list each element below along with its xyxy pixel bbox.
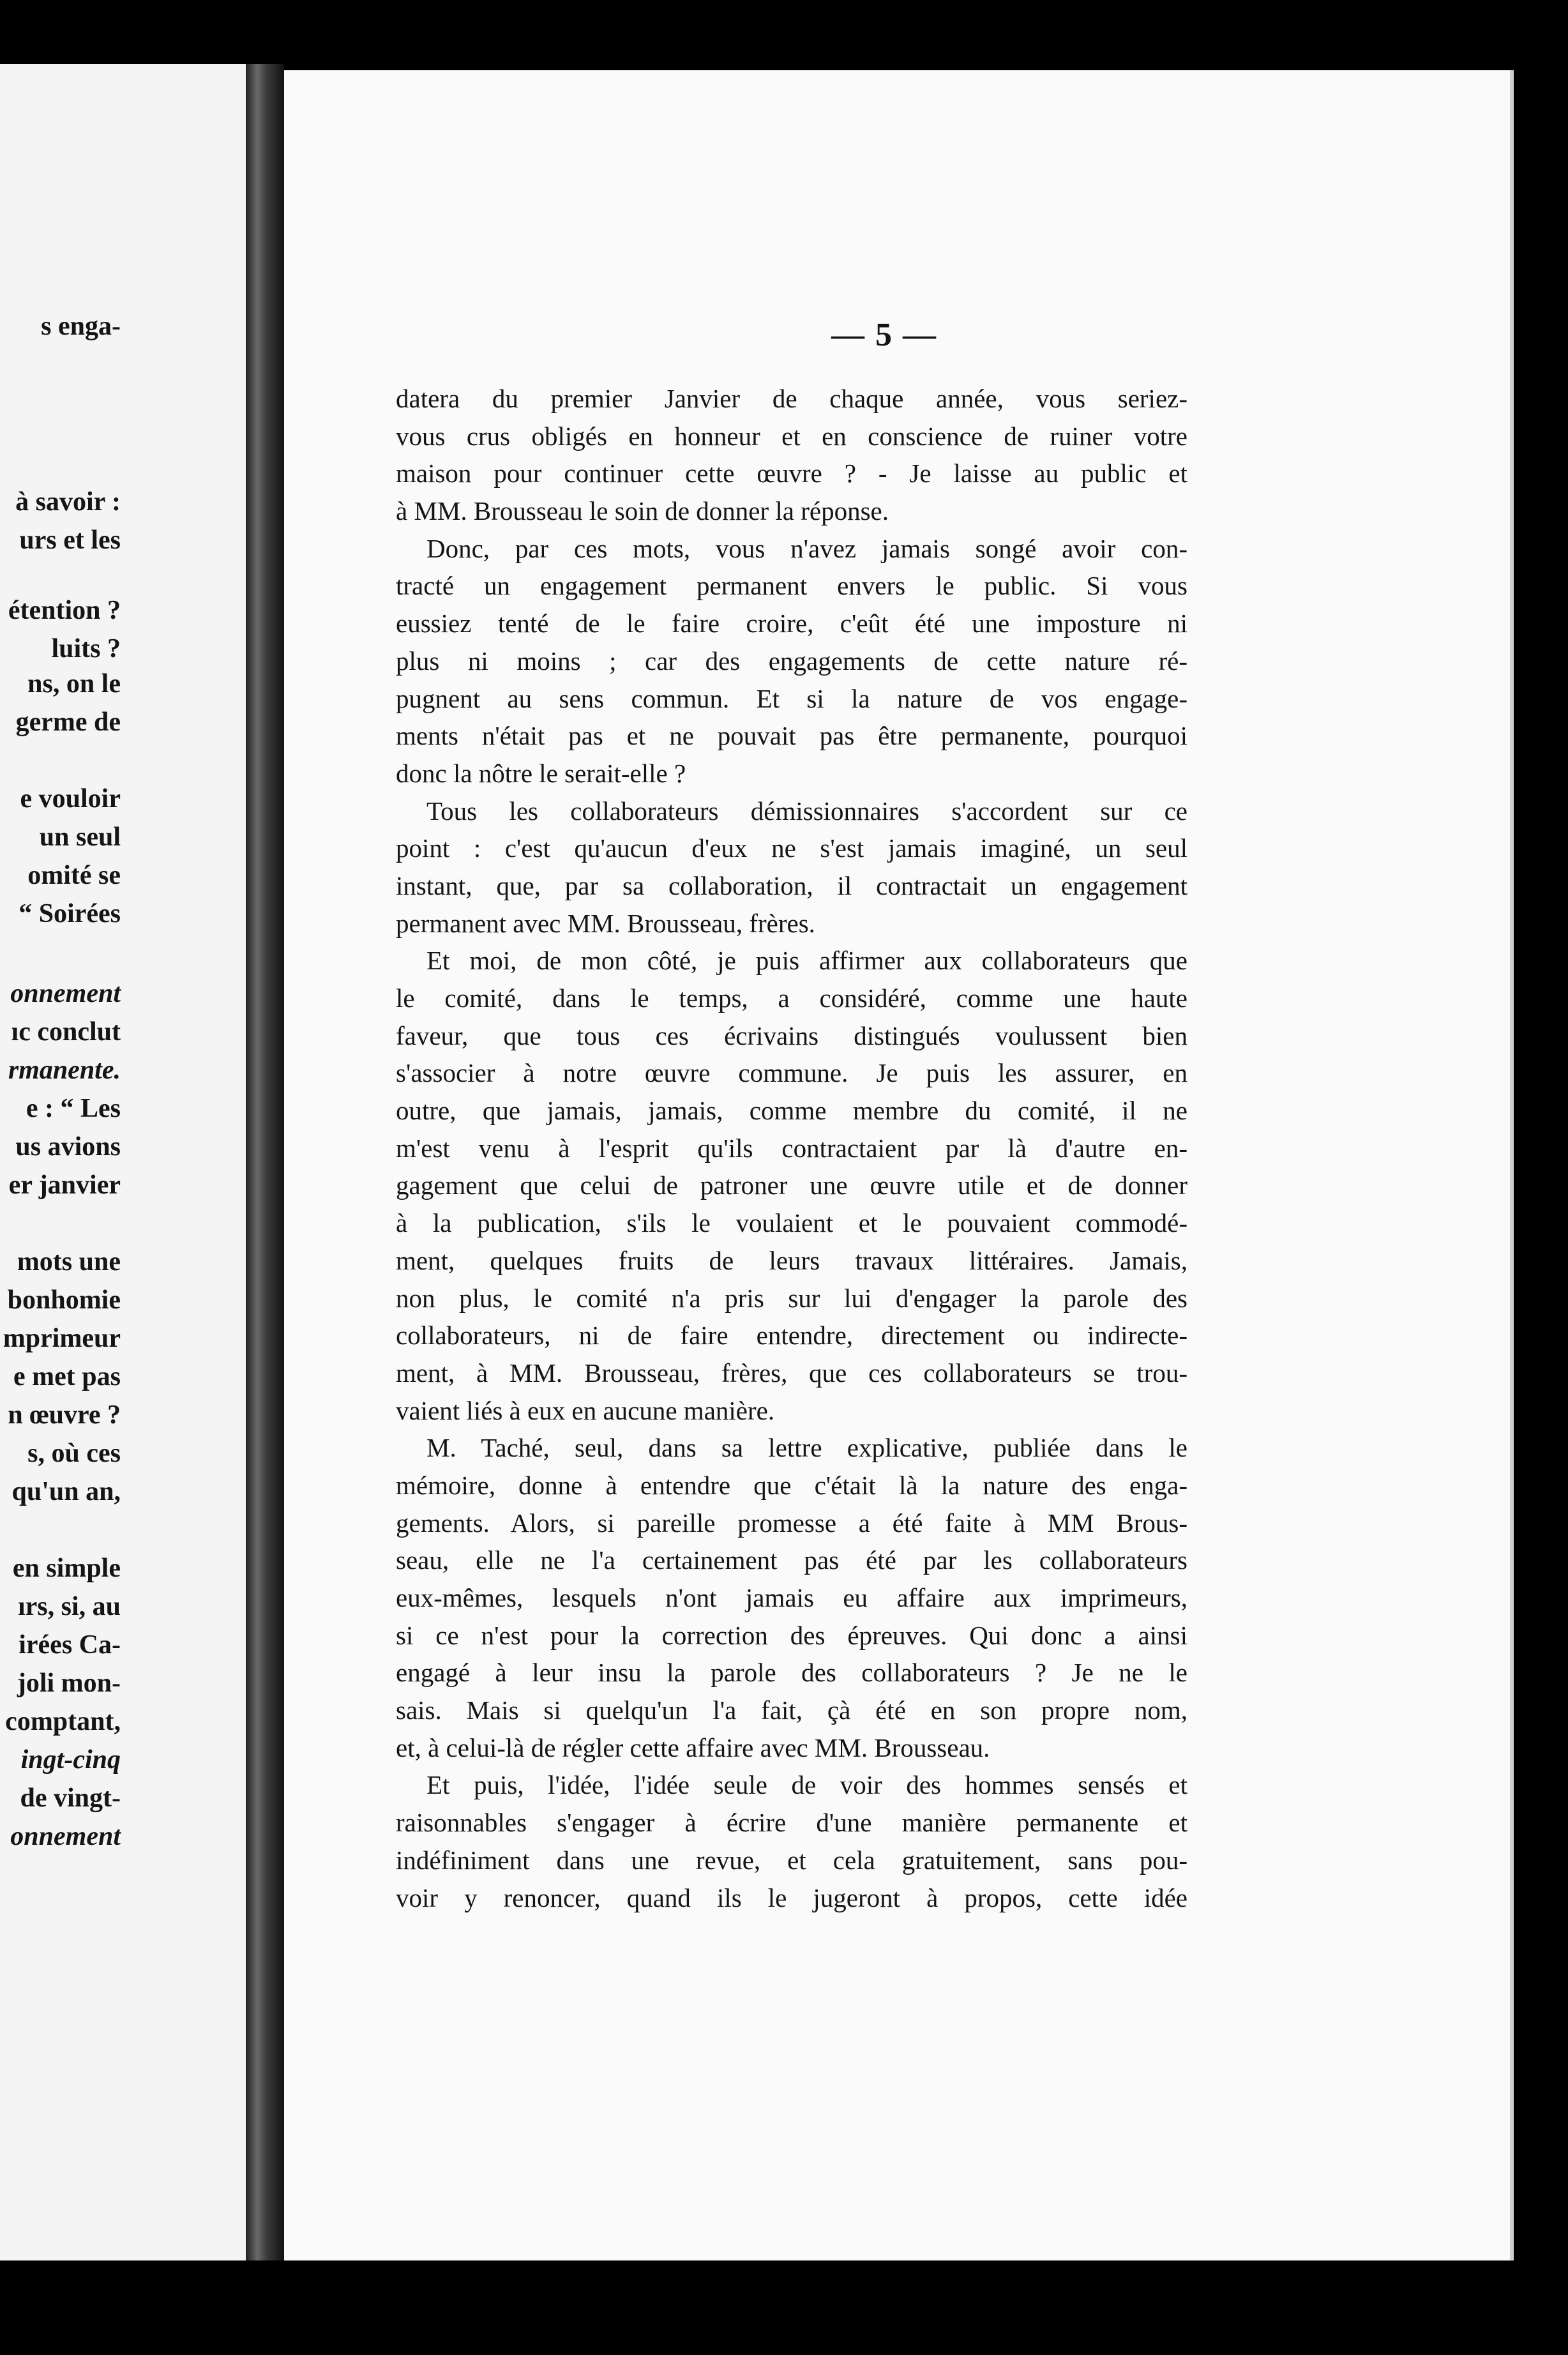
text-line: datera du premier Janvier de chaque année, vous seriez- <box>396 384 1187 413</box>
text-line: Tous les collaborateurs démissionnaires s'accordent sur ce <box>426 796 1187 826</box>
text-line: vaient liés à eux en aucune manière. <box>396 1395 775 1425</box>
left-page-line: ingt-cinq <box>20 1745 121 1775</box>
text-line: M. Taché, seul, dans sa lettre explicative, publiée dans le <box>426 1433 1187 1463</box>
text-line: ment, quelques fruits de leurs travaux littéraires. Jamais, <box>396 1245 1187 1275</box>
text-line: à la publication, s'ils le voulaient et le pouvaient commodé- <box>396 1208 1187 1238</box>
text-line: collaborateurs, ni de faire entendre, directement ou indirecte- <box>396 1321 1187 1351</box>
left-page-line: un seul <box>39 822 121 852</box>
left-page-line: en simple <box>12 1554 121 1583</box>
right-page <box>284 70 1510 2260</box>
left-page-line: à savoir : <box>15 487 121 517</box>
text-line: indéfiniment dans une revue, et cela gratuitement, sans pou- <box>396 1845 1187 1875</box>
text-line: s'associer à notre œuvre commune. Je puis les assurer, en <box>396 1058 1187 1088</box>
left-page-line: irées Ca- <box>19 1630 121 1660</box>
text-line: le comité, dans le temps, a considéré, comme une haute <box>396 983 1187 1013</box>
text-line: ments n'était pas et ne pouvait pas être permanente, pourquoi <box>396 721 1187 751</box>
left-page-line: comptant, <box>5 1707 121 1736</box>
left-page-line: mprimeur <box>3 1324 121 1353</box>
left-page-line: er janvier <box>8 1170 121 1200</box>
text-line: engagé à leur insu la parole des collaborateurs ? Je ne le <box>396 1658 1187 1688</box>
text-line: si ce n'est pour la correction des épreuves. Qui donc a ainsi <box>396 1620 1187 1650</box>
left-page-line: e vouloir <box>20 784 121 814</box>
left-page-line: qu'un an, <box>11 1477 121 1506</box>
text-line: seau, elle ne l'a certainement pas été par les collaborateurs <box>396 1545 1187 1575</box>
text-line: vous crus obligés en honneur et en conscience de ruiner votre <box>396 421 1187 451</box>
left-page-line: bonhomie <box>7 1285 121 1315</box>
text-line: gements. Alors, si pareille promesse a été faite à MM Brous- <box>396 1508 1187 1538</box>
page-number: — 5 — <box>831 317 937 353</box>
text-line: gagement que celui de patroner une œuvre utile et de donner <box>396 1170 1187 1200</box>
text-line: et, à celui-là de régler cette affaire avec MM. Brousseau. <box>396 1732 990 1762</box>
left-page-line: e : “ Les <box>26 1094 121 1123</box>
left-page-line: joli mon- <box>17 1669 121 1698</box>
text-line: non plus, le comité n'a pris sur lui d'engager la parole des <box>396 1283 1187 1313</box>
left-page-line: s enga- <box>41 312 121 341</box>
left-page-line: s, où ces <box>27 1439 121 1468</box>
text-line: maison pour continuer cette œuvre ? - Je laisse au public et <box>396 458 1187 488</box>
body-text <box>396 380 1187 1916</box>
text-line: à MM. Brousseau le soin de donner la réponse. <box>396 496 889 526</box>
page-edge <box>1510 70 1514 2260</box>
text-line: Et moi, de mon côté, je puis affirmer aux collaborateurs que <box>426 946 1187 976</box>
text-line: pugnent au sens commun. Et si la nature de vos engage- <box>396 683 1187 713</box>
text-line: outre, que jamais, jamais, comme membre du comité, il ne <box>396 1096 1187 1126</box>
text-line: instant, que, par sa collaboration, il contractait un engagement <box>396 870 1187 900</box>
left-page-line: étention ? <box>8 596 121 625</box>
left-page-line: “ Soirées <box>19 899 121 928</box>
left-page-line: ırs, si, au <box>17 1592 121 1621</box>
text-line: m'est venu à l'esprit qu'ils contractaient par là d'autre en- <box>396 1133 1187 1163</box>
text-line: plus ni moins ; car des engagements de cette nature ré- <box>396 646 1187 676</box>
text-line: donc la nôtre le serait-elle ? <box>396 758 686 788</box>
text-line: permanent avec MM. Brousseau, frères. <box>396 908 815 938</box>
left-page-line: luits ? <box>51 634 121 663</box>
text-line: faveur, que tous ces écrivains distingués voulussent bien <box>396 1020 1187 1050</box>
text-line: ment, à MM. Brousseau, frères, que ces collaborateurs se trou- <box>396 1358 1187 1388</box>
left-page-line: germe de <box>15 708 121 737</box>
left-page-line: rmanente. <box>8 1056 121 1085</box>
left-page-fragment <box>0 64 246 2260</box>
text-line: eux-mêmes, lesquels n'ont jamais eu affaire aux imprimeurs, <box>396 1583 1187 1612</box>
text-line: tracté un engagement permanent envers le public. Si vous <box>396 571 1187 601</box>
left-page-line: ns, on le <box>27 669 121 699</box>
book-gutter <box>246 64 284 2260</box>
text-line: point : c'est qu'aucun d'eux ne s'est jamais imaginé, un seul <box>396 833 1187 863</box>
left-page-line: mots une <box>17 1247 121 1276</box>
left-page-line: us avions <box>15 1132 121 1162</box>
left-page-line: n œuvre ? <box>8 1400 121 1430</box>
text-line: Donc, par ces mots, vous n'avez jamais songé avoir con- <box>426 533 1187 563</box>
left-page-line: omité se <box>27 861 121 890</box>
text-line: voir y renoncer, quand ils le jugeront à propos, cette idée <box>396 1882 1187 1912</box>
left-page-line: onnement <box>10 979 121 1008</box>
left-page-line: e met pas <box>13 1362 121 1391</box>
text-line: Et puis, l'idée, l'idée seule de voir des hommes sensés et <box>426 1770 1187 1800</box>
left-page-line: onnement <box>10 1822 121 1851</box>
left-page-line: urs et les <box>19 526 121 555</box>
left-page-line: ıc conclut <box>11 1017 121 1047</box>
text-line: eussiez tenté de le faire croire, c'eût été une imposture ni <box>396 609 1187 639</box>
text-line: raisonnables s'engager à écrire d'une manière permanente et <box>396 1808 1187 1838</box>
text-line: mémoire, donne à entendre que c'était là la nature des enga- <box>396 1470 1187 1500</box>
left-page-line: de vingt- <box>20 1783 121 1813</box>
text-line: sais. Mais si quelqu'un l'a fait, çà été en son propre nom, <box>396 1695 1187 1725</box>
